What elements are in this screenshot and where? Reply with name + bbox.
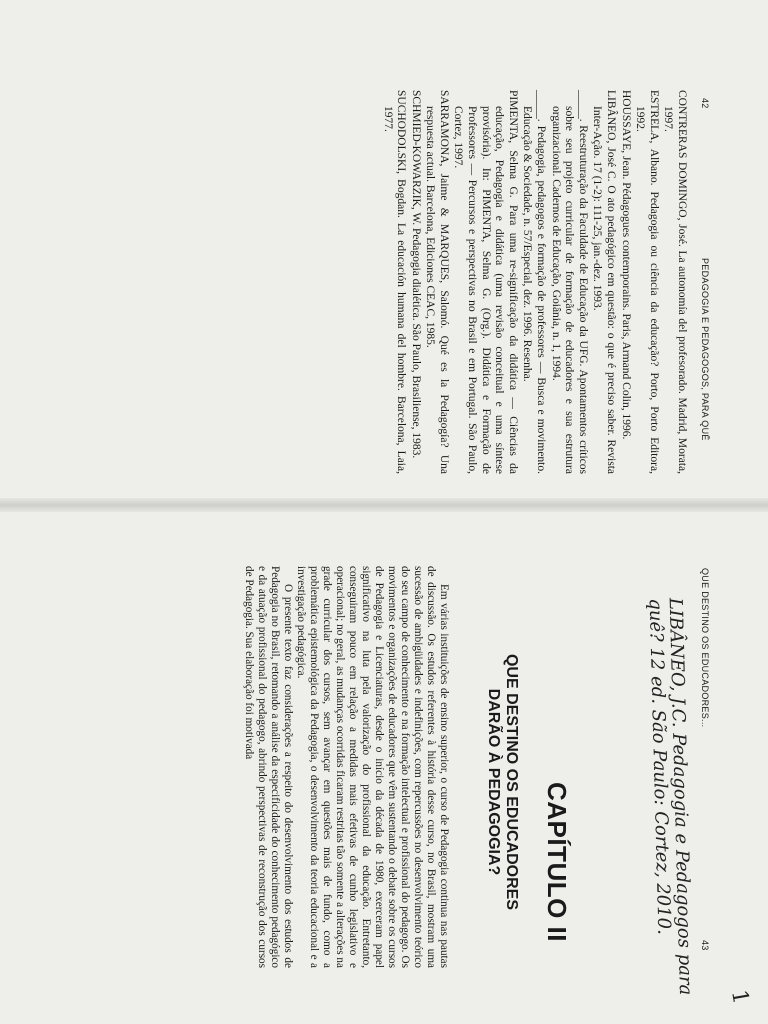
reference-item: SARRAMONA, Jaime & MARQUES, Salomó. Qué es la Pedagogía? Una respuesta actual. Barcelona, Ediciones CEAC, 1985.: [424, 90, 450, 474]
left-page-number: 42: [700, 98, 710, 109]
handwritten-margin-mark: 1: [725, 987, 754, 1007]
chapter-label: CAPÍTULO II: [542, 781, 572, 942]
right-page: [0, 512, 768, 1024]
reference-item: SCHMIED-KOWARZIK, W. Pedagogia dialética. São Paulo, Brasiliense, 1983.: [409, 90, 422, 459]
book-gutter: [0, 498, 768, 512]
reference-item: PIMENTA, Selma G. Para uma re-significação da didática — Ciências da educação, Pedagogia e didática (uma revisão conceitual e uma síntese provisória). In: PIMENTA, Selma G. (Org.). Didática e Formação de Professores — Percursos e perspectivas no Brasil e em Portugal. São Paulo, Cortez, 1997.: [452, 90, 519, 474]
reference-item: CONTRERAS DOMINGO, José. La autonomía del profesorado. Madrid, Morata, 1997.: [662, 90, 688, 474]
chapter-body: [242, 566, 450, 968]
left-running-head: PEDAGOGIA E PEDAGOGOS, PARA QUÊ: [700, 258, 710, 441]
right-page-number: 43: [700, 940, 710, 951]
reference-item: _____. Reestruturação da Faculdade de Educação da UFG. Apontamentos críticos sobre seu projeto curricular de formação de educadores e sua estrutura organizacional. Cadernos de Educação, Goiânia, n. 1, 1994.: [549, 90, 589, 474]
reference-item: LIBÂNEO, José C. O ato pedagógico em questão: o que é preciso saber. Revista Inter-Ação. 17 (1-2): 111-25, jan.-dez. 1993.: [591, 90, 618, 474]
reference-item: _____. Pedagogia, pedagogos e formação de professores — Busca e movimento. Educação & Sociedade, n. 57/Especial, dez. 1996. Resenha.: [521, 90, 548, 474]
reference-item: HOUSSAYE, Jean. Pédagogues contemporains. Paris, Armand Colin, 1996.: [619, 90, 632, 440]
left-page: [0, 0, 768, 498]
handwritten-citation-note: LIBÂNEO, J.C. Pedagogia e Pedagogos para quê? 12 ed. São Paulo: Cortez, 2010.: [644, 597, 697, 996]
reference-item: ESTRELA, Albano. Pedagogia ou ciência da educação? Porto, Porto Editora, 1992.: [634, 90, 660, 474]
reference-item: SUCHODOLSKI, Bogdan. La educación humana del hombre. Barcelona, Laia, 1977.: [381, 90, 408, 474]
body-paragraph: Em várias instituições de ensino superior, o curso de Pedagogia continua nas pautas de discussão. Os estudos referentes à história desse curso, no Brasil, mostram uma sucessão de ambigüidades e indefinições, com repercussões no desenvolvimento teórico do seu campo de conhecimento e na formação intelectual e profissional do pedagogo. Os movimentos e organizações de educadores que vêm sustentando o debate sobre os cursos de Pedagogia e Licenciaturas, desde o início da década de 1980, exerceram papel significativo na luta pela valorização do profissional da educação. Entretanto, conseguiram pouco em relação a medidas mais efetivas de cunho legislativo e operacional; no geral, as mudanças ocorridas ficaram restritas tão somente a alterações na grade curricular dos cursos, sem avançar em questões mais de fundo, como a problemática epistemológica da Pedagogia, o desenvolvimento da teoria educacional e a investigação pedagógica.: [295, 566, 450, 968]
chapter-title: QUE DESTINO OS EDUCADORES DARÃO À PEDAGOGIA?: [485, 653, 520, 911]
reference-list: [379, 90, 688, 474]
right-running-head: QUE DESTINO OS EDUCADORES...: [700, 568, 710, 728]
body-paragraph: O presente texto faz considerações a respeito do desenvolvimento dos estudos de Pedagogia no Brasil, retomando a análise da especificidade do conhecimento pedagógico e da atuação profissional do pedagogo, abrindo perspectivas de reconstrução dos cursos de Pedagogia. Sua elaboração foi motivada: [243, 566, 294, 968]
